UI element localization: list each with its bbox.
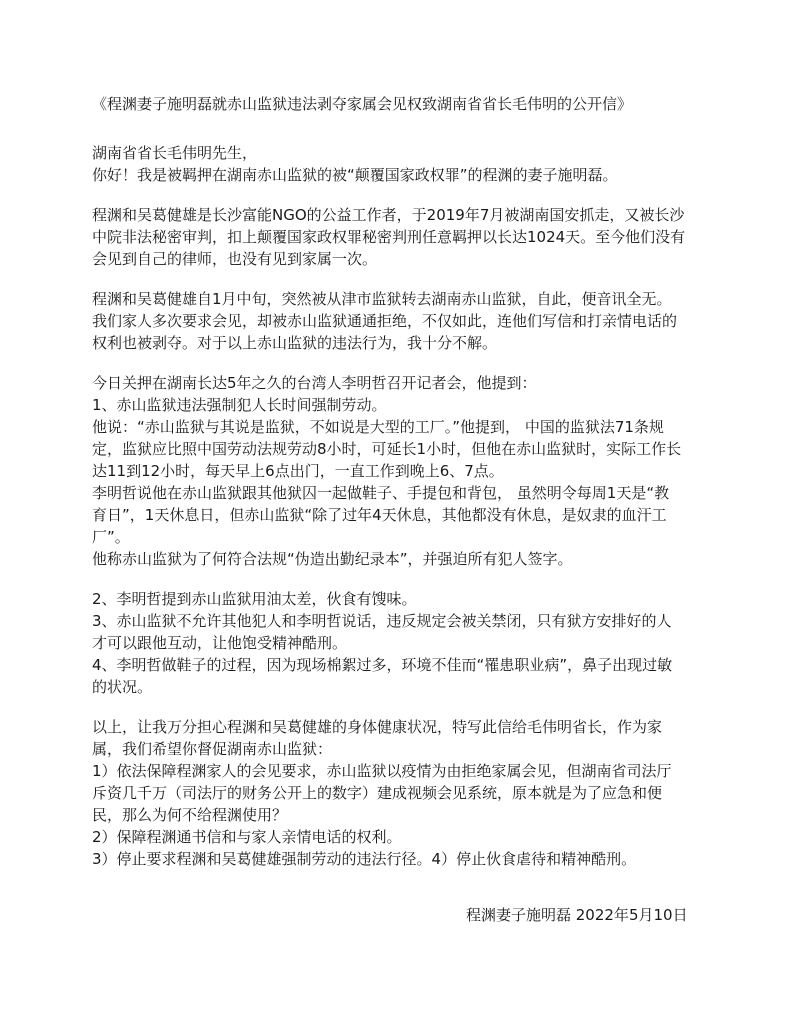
text-line: 斥资几千万（司法厅的财务公开上的数字）建成视频会见系统，原本就是为了应急和便 bbox=[92, 784, 663, 802]
text-line: 李明哲说他在赤山监狱跟其他狱囚一起做鞋子、手提包和背包， 虽然明令每周1天是“教 bbox=[92, 484, 670, 502]
list-item-1: 1、赤山监狱违法强制犯人长时间强制劳动。 bbox=[92, 396, 387, 414]
text-line: 中院非法秘密审判，扣上颠覆国家政权罪秘密判刑任意羁押以长达1024天。至今他们没有 bbox=[92, 228, 686, 246]
text-line: 程渊和吴葛健雄是长沙富能NGO的公益工作者，于2019年7月被湖南国安抓走，又被长沙 bbox=[92, 206, 685, 224]
paragraph-requests bbox=[92, 716, 712, 870]
letter-title: 《程渊妻子施明磊就赤山监狱违法剥夺家属会见权致湖南省省长毛伟明的公开信》 bbox=[92, 95, 633, 113]
paragraph-salutation bbox=[92, 142, 712, 186]
text-line: 程渊和吴葛健雄自1月中旬，突然被从津市监狱转去湖南赤山监狱，自此，便音讯全无。 bbox=[92, 290, 672, 308]
text-line: 厂”。 bbox=[92, 528, 130, 546]
text-line: 会见到自己的律师，也没有见到家属一次。 bbox=[92, 250, 378, 268]
greeting-line: 你好！我是被羁押在湖南赤山监狱的被“颠覆国家政权罪”的程渊的妻子施明磊。 bbox=[92, 166, 618, 184]
text-line: 今日关押在湖南长达5年之久的台湾人李明哲召开记者会，他提到： bbox=[92, 374, 537, 392]
list-item-2: 2、李明哲提到赤山监狱用油太差，伙食有馊味。 bbox=[92, 590, 417, 608]
request-item-2: 2）保障程渊通书信和与家人亲情电话的权利。 bbox=[92, 828, 402, 846]
paragraph-items bbox=[92, 588, 712, 698]
text-line: 民，那么为何不给程渊使用？ bbox=[92, 806, 288, 824]
text-line: 才可以跟他互动，让他饱受精神酷刑。 bbox=[92, 634, 348, 652]
text-line: 权利也被剥夺。对于以上赤山监狱的违法行为，我十分不解。 bbox=[92, 334, 498, 352]
text-line: 属，我们希望你督促湖南赤山监狱： bbox=[92, 740, 333, 758]
list-item-4: 4、李明哲做鞋子的过程，因为现场棉絮过多，环境不佳而“罹患职业病”，鼻子出现过敏 bbox=[92, 656, 673, 674]
signature: 程渊妻子施明磊 2022年5月10日 bbox=[466, 906, 688, 924]
text-line: 他说：“赤山监狱与其说是监狱，不如说是大型的工厂。”他提到， 中国的监狱法71条规 bbox=[92, 418, 664, 436]
paragraph-transfer bbox=[92, 288, 712, 354]
paragraph-testimony bbox=[92, 372, 712, 570]
text-line: 他称赤山监狱为了何符合法规“伪造出勤纪录本”，并强迫所有犯人签字。 bbox=[92, 550, 573, 568]
text-line: 的状况。 bbox=[92, 678, 153, 696]
text-line: 以上，让我万分担心程渊和吴葛健雄的身体健康状况，特写此信给毛伟明省长，作为家 bbox=[92, 718, 663, 736]
text-line: 我们家人多次要求会见，却被赤山监狱通通拒绝，不仅如此，连他们写信和打亲情电话的 bbox=[92, 312, 678, 330]
request-item-3: 3）停止要求程渊和吴葛健雄强制劳动的违法行径。4）停止伙食虐待和精神酷刑。 bbox=[92, 850, 637, 868]
salutation-line: 湖南省省长毛伟明先生， bbox=[92, 144, 258, 162]
text-line: 育日”，1天休息日，但赤山监狱“除了过年4天休息，其他都没有休息，是奴隶的血汗工 bbox=[92, 506, 667, 524]
text-line: 达11到12小时，每天早上6点出门，一直工作到晚上6、7点。 bbox=[92, 462, 504, 480]
request-item-1: 1）依法保障程渊家人的会见要求，赤山监狱以疫情为由拒绝家属会见，但湖南省司法厅 bbox=[92, 762, 672, 780]
paragraph-background bbox=[92, 204, 712, 270]
list-item-3: 3、赤山监狱不允许其他犯人和李明哲说话，违反规定会被关禁闭，只有狱方安排好的人 bbox=[92, 612, 672, 630]
text-line: 定，监狱应比照中国劳动法规劳动8小时，可延长1小时，但他在赤山监狱时，实际工作长 bbox=[92, 440, 682, 458]
